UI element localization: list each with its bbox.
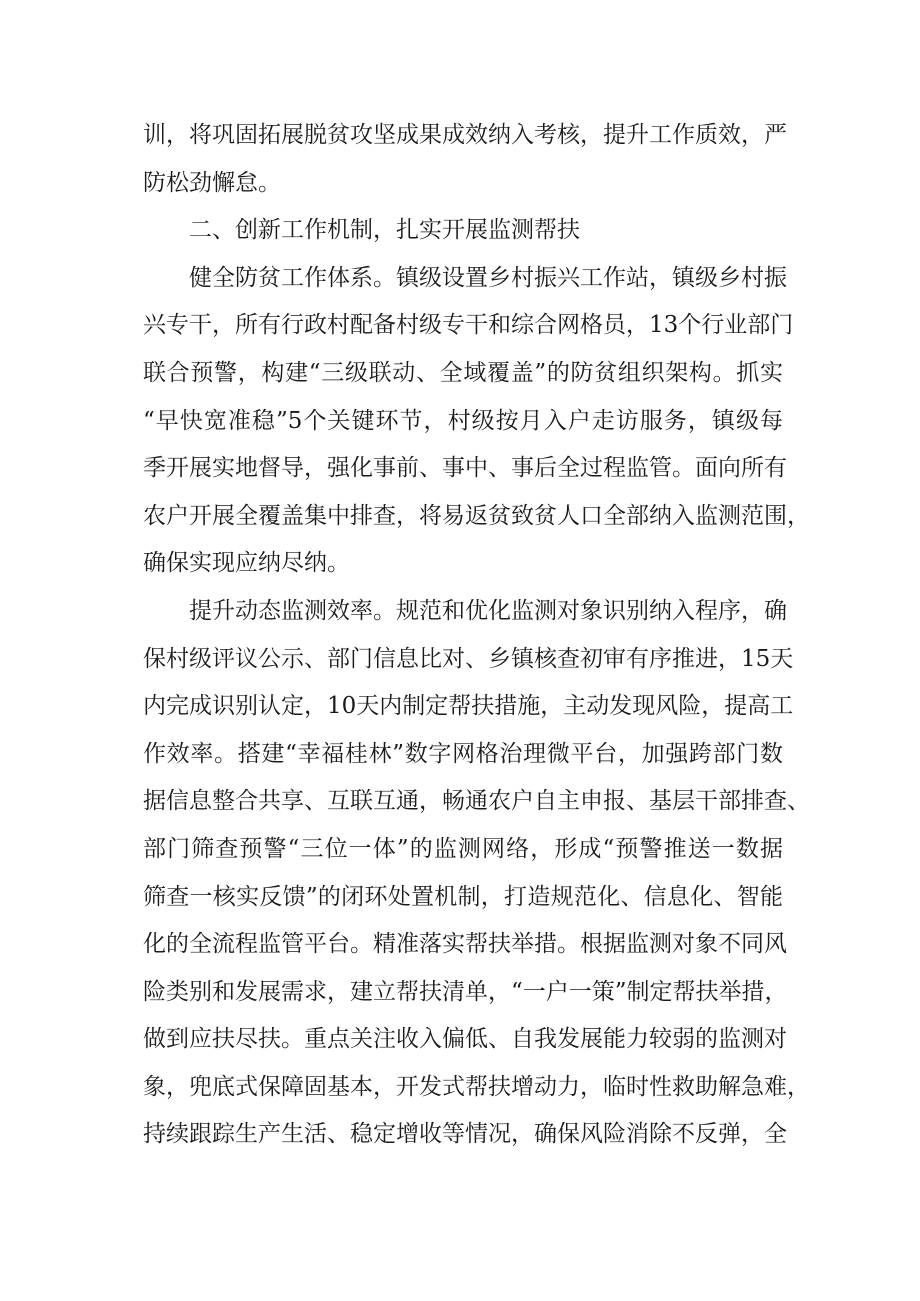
paragraph-line: 象，兜底式保障固基本，开发式帮扶增动力，临时性救助解急难， — [143, 1073, 810, 1100]
paragraph-line: 化的全流程监管平台。精准落实帮扶举措。根据监测对象不同风 — [143, 931, 787, 958]
paragraph-line: 训，将巩固拓展脱贫攻坚成果成效纳入考核，提升工作质效，严 — [143, 122, 787, 148]
paragraph-line: 兴专干，所有行政村配备村级专干和综合网格员，13个行业部门 — [143, 312, 794, 339]
paragraph-line: 据信息整合共享、互联互通，畅通农户自主申报、基层干部排查、 — [143, 788, 810, 815]
paragraph-line: 防松劲懈怠。 — [143, 169, 281, 196]
paragraph-line: 内完成识别认定，10天内制定帮扶措施，主动发现风险，提高工 — [143, 693, 794, 720]
paragraph-line: 确保实现应纳尽纳。 — [143, 550, 350, 577]
paragraph-line: 持续跟踪生产生活、稳定增收等情况，确保风险消除不反弹，全 — [143, 1121, 787, 1148]
document-body — [143, 112, 810, 1159]
paragraph-line: 部门筛查预警“三位一体”的监测网络，形成“预警推送一数据 — [143, 835, 783, 862]
section-heading: 二、创新工作机制，扎实开展监测帮扶 — [189, 217, 580, 244]
paragraph-line: 作效率。搭建“幸福桂林”数字网格治理微平台，加强跨部门数 — [143, 740, 783, 767]
paragraph-line: 农户开展全覆盖集中排查，将易返贫致贫人口全部纳入监测范围， — [143, 502, 810, 529]
paragraph-line: 做到应扶尽扶。重点关注收入偏低、自我发展能力较弱的监测对 — [143, 1026, 787, 1053]
paragraph-line: 联合预警，构建“三级联动、全域覆盖”的防贫组织架构。抓实 — [143, 359, 783, 386]
paragraph-line: 健全防贫工作体系。镇级设置乡村振兴工作站，镇级乡村振 — [189, 264, 787, 291]
paragraph-line: 险类别和发展需求，建立帮扶清单，“一户一策”制定帮扶举措， — [143, 978, 788, 1005]
paragraph-line: “早快宽准稳”5个关键环节，村级按月入户走访服务，镇级每 — [143, 407, 783, 434]
paragraph-line: 筛查一核实反馈”的闭环处置机制，打造规范化、信息化、智能 — [143, 883, 783, 910]
paragraph-line: 提升动态监测效率。规范和优化监测对象识别纳入程序，确 — [189, 597, 787, 624]
paragraph-line: 保村级评议公示、部门信息比对、乡镇核查初审有序推进，15天 — [143, 645, 794, 672]
paragraph-line: 季开展实地督导，强化事前、事中、事后全过程监管。面向所有 — [143, 455, 787, 482]
